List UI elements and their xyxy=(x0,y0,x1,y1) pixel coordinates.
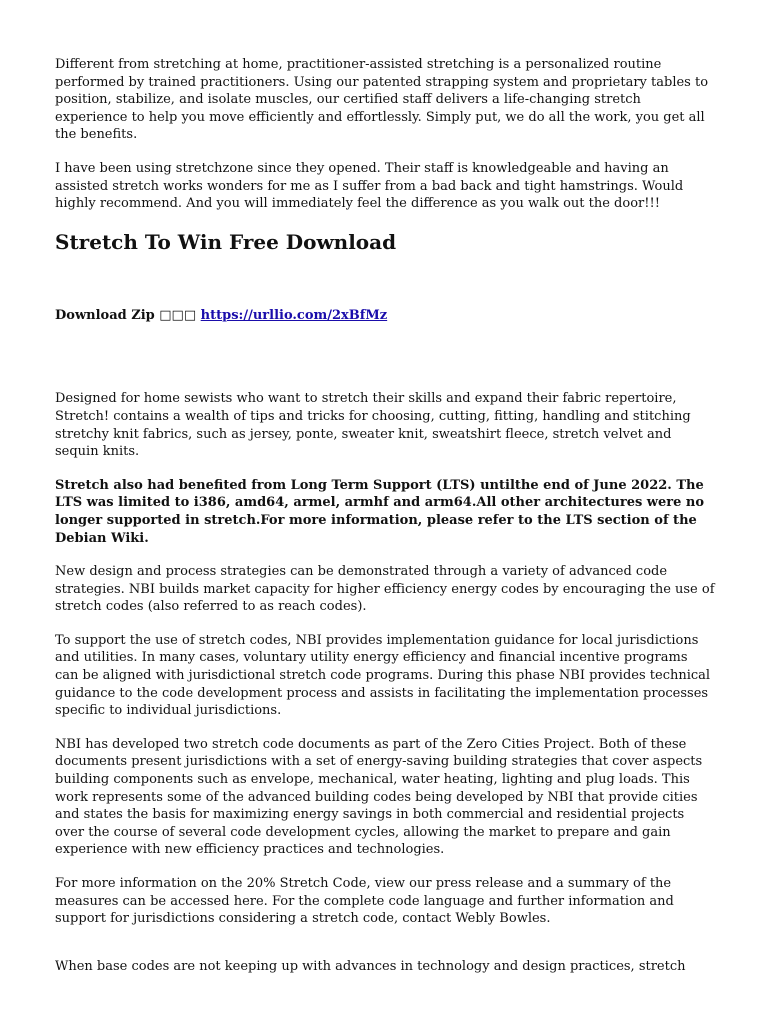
body-paragraph: For more information on the 20% Stretch Code, view our press release and a summary of the measures can be accessed here. For the complete code language and further information and support for jurisdictions considering a stretch code, contact Webly Bowles. xyxy=(55,876,674,927)
body-paragraph: When base codes are not keeping up with advances in technology and design practices, stretch xyxy=(55,958,686,974)
testimonial-paragraph: I have been using stretchzone since they opened. Their staff is knowledgeable and having an assisted stretch works wonders for me as I suffer from a bad back and tight hamstrings. Would highly recommend. And you will immediately feel the difference as you walk out the door!!! xyxy=(55,160,684,212)
body-paragraph: To support the use of stretch codes, NBI provides implementation guidance for local jurisdictions and utilities. In many cases, voluntary utility energy efficiency and financial incentive programs can be aligned with jurisdictional stretch code programs. During this phase NBI provides technical guidance to the code development process and assists in facilitating the implementation processes specific to individual jurisdictions. xyxy=(55,632,711,719)
page-heading: Stretch To Win Free Download xyxy=(55,229,397,254)
document-page xyxy=(55,56,715,975)
intro-paragraph: Different from stretching at home, practitioner-assisted stretching is a personalized routine performed by trained practitioners. Using our patented strapping system and proprietary tables to position, stabilize, and isolate muscles, our certified staff delivers a life-changing stretch experience to help you move efficiently and effortlessly. Simply put, we do all the work, you get all the benefits. xyxy=(55,57,709,143)
body-paragraph: NBI has developed two stretch code documents as part of the Zero Cities Project. Both of these documents present jurisdictions with a set of energy-saving building strategies that cover aspects building components such as envelope, mechanical, water heating, lighting and plug loads. This work represents some of the advanced building codes being developed by NBI that provide cities and states the basis for maximizing energy savings in both commercial and residential projects over the course of several code development cycles, allowing the market to prepare and gain experience with new efficiency practices and technologies. xyxy=(55,736,703,858)
body-paragraph: New design and process strategies can be demonstrated through a variety of advanced code strategies. NBI builds market capacity for higher efficiency energy codes by encouraging the use of stretch codes (also referred to as reach codes). xyxy=(55,564,715,615)
body-paragraph: Designed for home sewists who want to stretch their skills and expand their fabric repertoire, Stretch! contains a wealth of tips and tricks for choosing, cutting, fitting, handling and stitching stretchy knit fabrics, such as jersey, ponte, sweater knit, sweatshirt fleece, stretch velvet and sequin knits. xyxy=(55,391,691,460)
download-line xyxy=(55,307,715,325)
download-link[interactable]: https://urllio.com/2xBfMz xyxy=(200,307,388,323)
lts-paragraph: Stretch also had benefited from Long Term Support (LTS) untilthe end of June 2022. The LTS was limited to i386, amd64, armel, armhf and arm64.All other architectures were no longer supported in stretch.For more information, please refer to the LTS section of the Debian Wiki. xyxy=(55,477,705,546)
download-label: Download Zip □□□ xyxy=(55,307,197,323)
